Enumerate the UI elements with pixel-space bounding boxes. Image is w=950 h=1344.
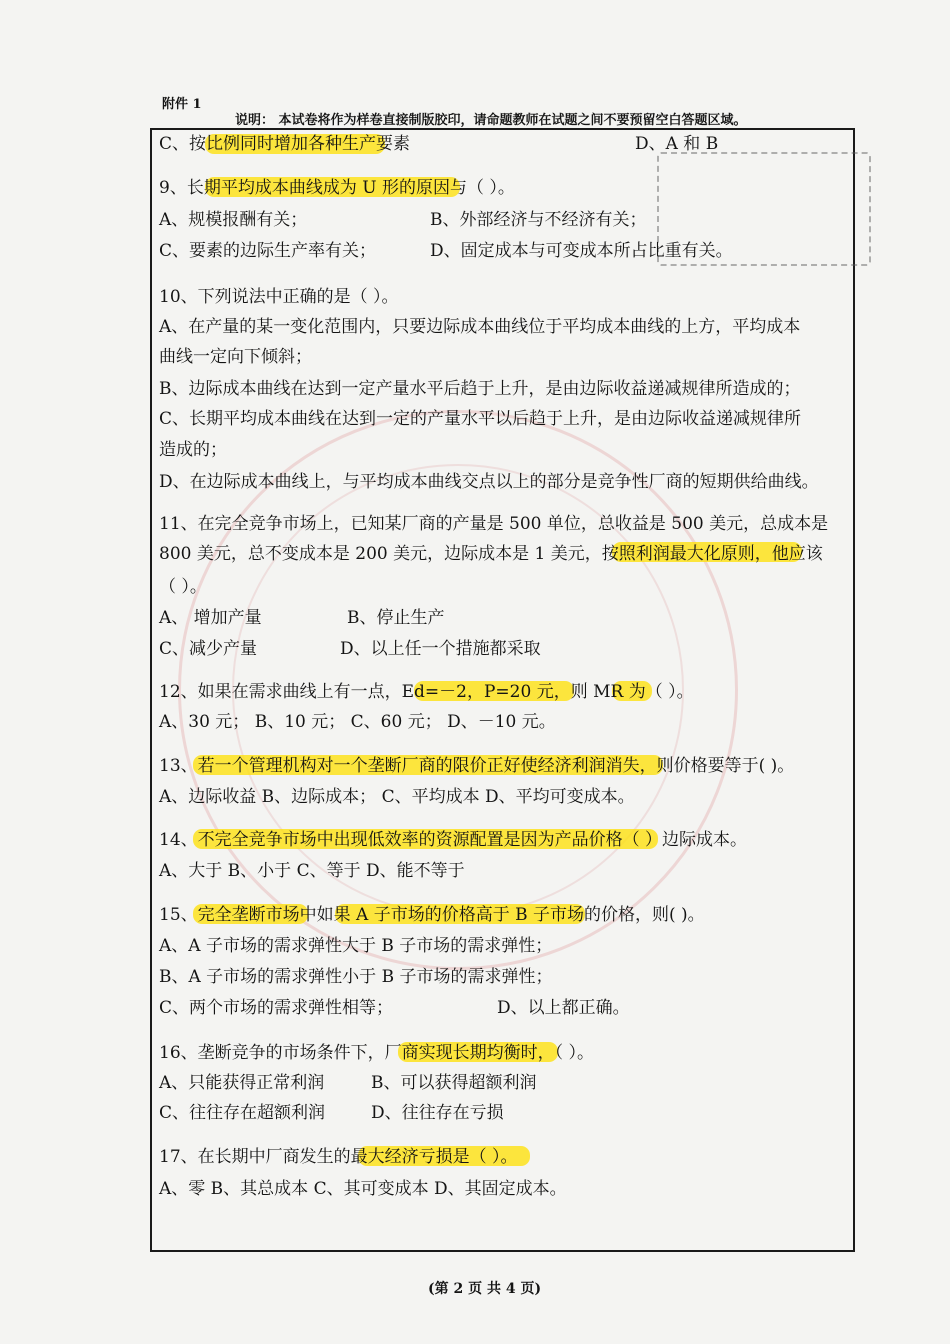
question-line: 曲线一定向下倾斜；: [159, 347, 312, 367]
question-line: C、两个市场的需求弹性相等； D、以上都正确。: [159, 998, 630, 1018]
question-line: C、往往存在超额利润 D、往往存在亏损: [159, 1103, 504, 1123]
question-line: 13、若一个管理机构对一个垄断厂商的限价正好使经济利润消失，则价格要等于( )。: [159, 756, 795, 776]
question-line: B、A 子市场的需求弹性小于 B 子市场的需求弹性；: [159, 967, 553, 987]
question-line: C、要素的边际生产率有关； D、固定成本与可变成本所占比重有关。: [159, 241, 733, 261]
question-line: A、在产量的某一变化范围内，只要边际成本曲线位于平均成本曲线的上方，平均成本: [159, 317, 801, 337]
question-line: C、按比例同时增加各种生产要素 D、A 和 B: [159, 134, 719, 154]
question-line: 800 美元，总不变成本是 200 美元，边际成本是 1 美元，按照利润最大化原则，他应该: [159, 544, 823, 564]
question-line: 15、完全垄断市场中如果 A 子市场的价格高于 B 子市场的价格，则( )。: [159, 905, 705, 925]
question-line: C、减少产量 D、以上任一个措施都采取: [159, 639, 541, 659]
question-line: A、边际收益 B、边际成本； C、平均成本 D、平均可变成本。: [159, 787, 635, 807]
question-line: 造成的；: [159, 440, 227, 460]
question-line: 10、下列说法中正确的是（ ）。: [159, 287, 399, 307]
question-line: A、 增加产量 B、停止生产: [159, 608, 445, 628]
question-line: B、边际成本曲线在达到一定产量水平后趋于上升，是由边际收益递减规律所造成的；: [159, 379, 801, 399]
question-line: 11、在完全竞争市场上，已知某厂商的产量是 500 单位，总收益是 500 美元，总成本是: [159, 514, 829, 534]
question-line: A、A 子市场的需求弹性大于 B 子市场的需求弹性；: [159, 936, 553, 956]
question-line: 14、不完全竞争市场中出现低效率的资源配置是因为产品价格（ ）边际成本。: [159, 830, 748, 850]
question-line: 16、垄断竞争的市场条件下，厂商实现长期均衡时，（ ）。: [159, 1043, 595, 1063]
question-line: 9、长期平均成本曲线成为 U 形的原因与（ ）。: [159, 178, 515, 198]
question-line: A、零 B、其总成本 C、其可变成本 D、其固定成本。: [159, 1179, 567, 1199]
question-line: A、30 元； B、10 元； C、60 元； D、－10 元。: [159, 712, 556, 732]
question-line: （ ）。: [159, 577, 207, 597]
question-line: 17、在长期中厂商发生的最大经济亏损是（ ）。: [159, 1147, 518, 1167]
question-line: A、只能获得正常利润 B、可以获得超额利润: [159, 1073, 537, 1093]
question-line: 12、如果在需求曲线上有一点，Ed=－2，P=20 元，则 MR 为（ ）。: [159, 682, 694, 702]
question-line: A、大于 B、小于 C、等于 D、能不等于: [159, 861, 465, 881]
attachment-label: 附件 1: [162, 97, 202, 112]
question-line: D、在边际成本曲线上，与平均成本曲线交点以上的部分是竞争性厂商的短期供给曲线。: [159, 472, 819, 492]
question-line: A、规模报酬有关； B、外部经济与不经济有关；: [159, 210, 647, 230]
exam-note: 说明： 本试卷将作为样卷直接制版胶印，请命题教师在试题之间不要预留空白答题区域。: [235, 113, 747, 128]
page-footer: (第 2 页 共 4 页): [428, 1281, 542, 1297]
question-line: C、长期平均成本曲线在达到一定的产量水平以后趋于上升，是由边际收益递减规律所: [159, 409, 802, 429]
